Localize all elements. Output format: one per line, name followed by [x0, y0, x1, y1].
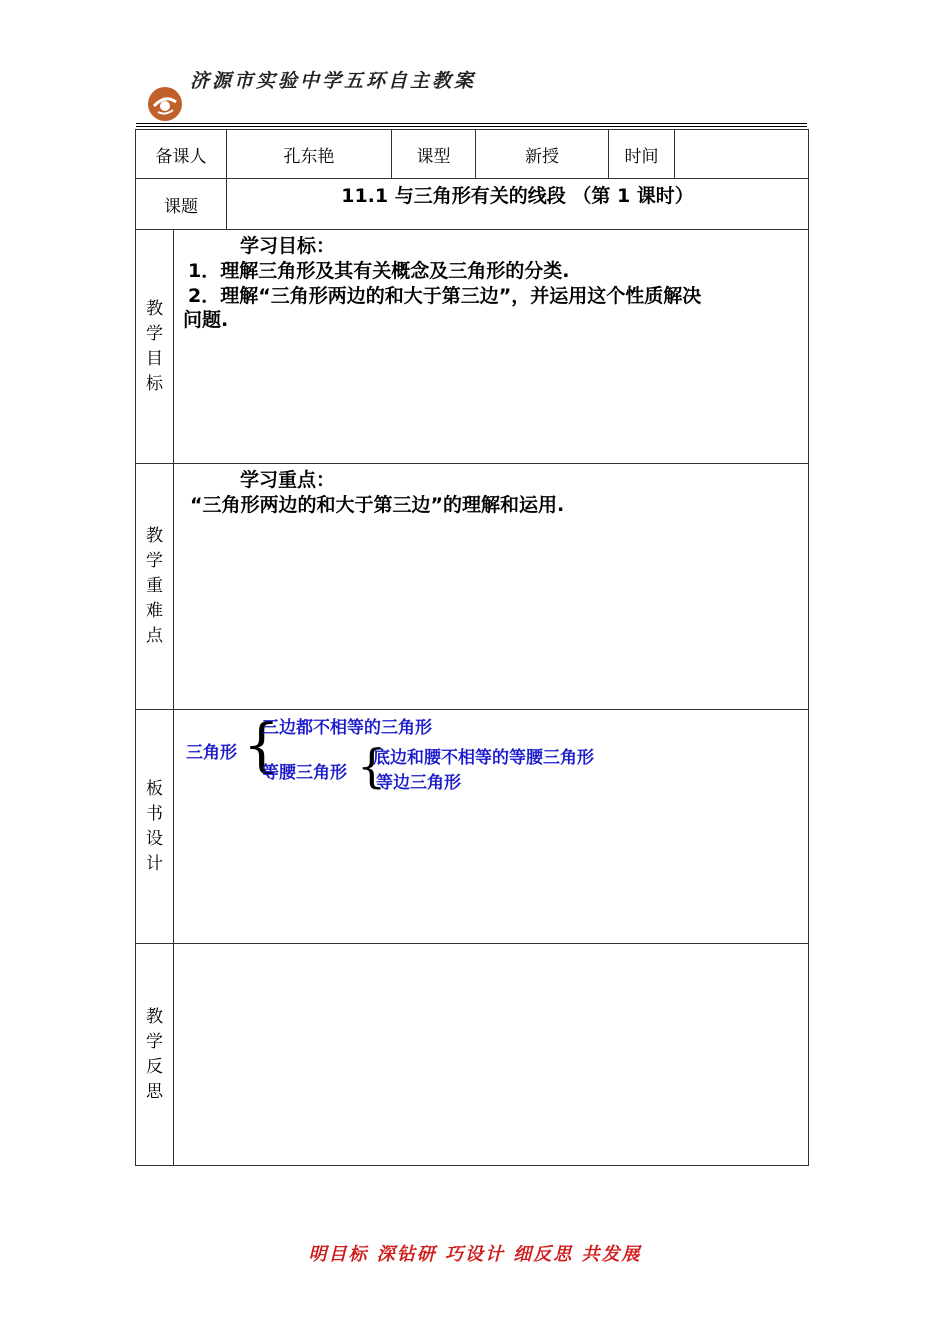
school-title: 济源市实验中学五环自主教案	[190, 70, 477, 92]
focus-heading: 学习重点：	[240, 469, 336, 491]
board-sub-2: 等边三角形	[376, 773, 461, 793]
board-root: 三角形	[186, 743, 237, 763]
preparer-label: 备课人	[135, 129, 227, 179]
goals-label: 教学目标	[135, 229, 174, 464]
board-label: 板书设计	[135, 709, 174, 944]
goal-line-1: 1．理解三角形及其有关概念及三角形的分类.	[188, 260, 570, 282]
header-divider	[136, 123, 807, 124]
topic-title: 11.1 与三角形有关的线段 （第 1 课时）	[341, 185, 694, 207]
lesson-type-label: 课型	[391, 129, 476, 179]
focus-label: 教学重难点	[135, 463, 174, 710]
time-value	[674, 129, 809, 179]
board-brace-sub: {	[357, 739, 387, 793]
board-sub-1: 底边和腰不相等的等腰三角形	[373, 748, 594, 768]
board-branch-2: 等腰三角形	[262, 763, 347, 783]
goals-heading: 学习目标：	[240, 235, 336, 257]
header-divider-thin	[136, 126, 807, 127]
time-label: 时间	[608, 129, 675, 179]
focus-line: “三角形两边的和大于第三边”的理解和运用.	[190, 494, 565, 516]
board-branch-1: 三边都不相等的三角形	[262, 718, 432, 738]
goal-line-3: 问题.	[183, 309, 229, 331]
topic-label: 课题	[135, 178, 227, 230]
school-logo-icon	[146, 86, 184, 122]
footer-motto: 明目标 深钻研 巧设计 细反思 共发展	[308, 1244, 642, 1265]
lesson-type-value: 新授	[475, 129, 609, 179]
reflection-content-cell	[173, 943, 809, 1166]
topic-value-cell	[226, 178, 809, 230]
preparer-value: 孔东艳	[226, 129, 392, 179]
goal-line-2: 2．理解“三角形两边的和大于第三边”，并运用这个性质解决	[188, 285, 702, 307]
board-brace-main: {	[243, 711, 280, 779]
reflection-label: 教学反思	[135, 943, 174, 1166]
